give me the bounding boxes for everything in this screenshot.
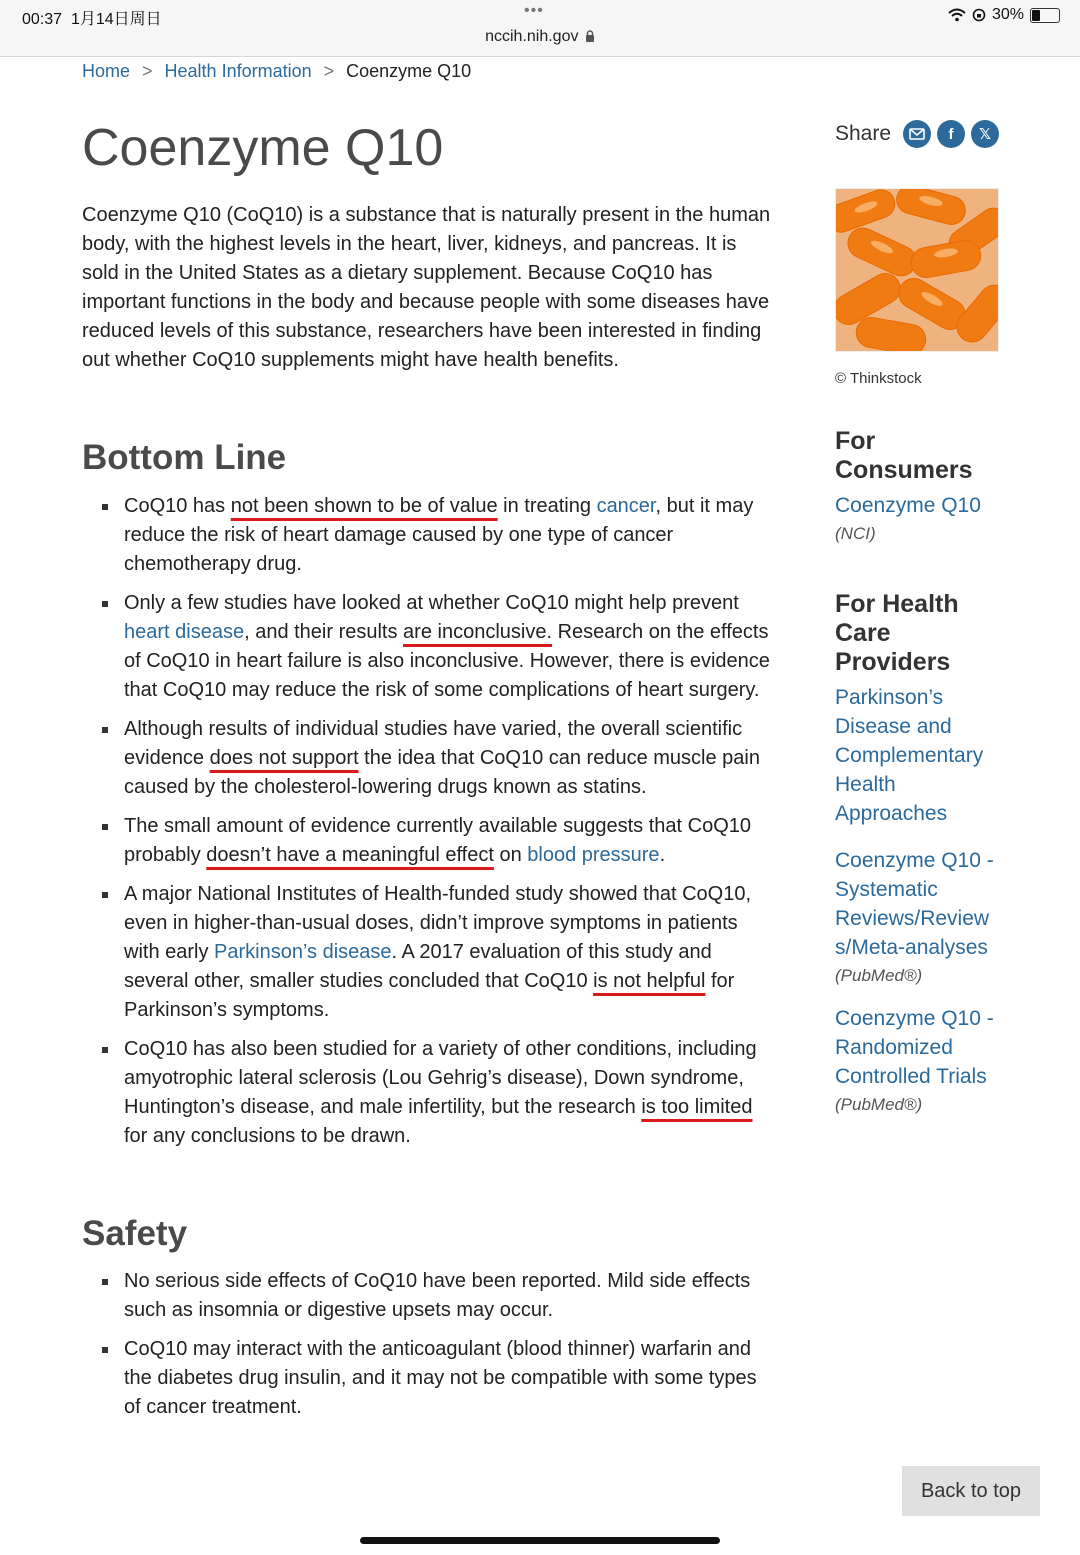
x-icon[interactable]: 𝕏 xyxy=(971,120,999,148)
list-item: CoQ10 may interact with the anticoagulant (blood thinner) warfarin and the diabetes drug insulin, and it may not be compatible with some types of cancer treatment. xyxy=(82,1335,772,1422)
systematic-reviews-link[interactable]: Coenzyme Q10 - Systematic Reviews/Review s/Meta-analyses xyxy=(835,849,994,959)
heart-disease-link[interactable]: heart disease xyxy=(124,620,245,643)
list-item: No serious side effects of CoQ10 have been reported. Mild side effects such as insomnia or digestive upsets may occur. xyxy=(82,1267,772,1325)
annotation-underline: doesn’t have a meaningful effect xyxy=(206,843,494,866)
breadcrumb-current: Coenzyme Q10 xyxy=(346,61,472,81)
address-bar[interactable]: nccih.nih.gov xyxy=(0,28,1080,46)
safety-list xyxy=(82,1267,772,1422)
annotation-underline: is not helpful xyxy=(593,969,706,992)
intro-paragraph: Coenzyme Q10 (CoQ10) is a substance that is naturally present in the human body, with the highest levels in the heart, liver, kidneys, and pancreas. It is sold in the United States as a dietary supplement. Because CoQ10 has important functions in the body and because people with some diseases have reduced levels of this substance, researchers have been interested in finding out whether CoQ10 supplements might have health benefits. xyxy=(82,204,771,372)
safety-heading: Safety xyxy=(82,1213,188,1253)
list-item: A major National Institutes of Health-funded study showed that CoQ10, even in higher-than-usual doses, didn’t improve symptoms in patients with early Parkinson’s disease. A 2017 evaluation of this study and several other, smaller studies concluded that CoQ10 is not helpful for Parkinson’s symptoms. xyxy=(82,880,772,1025)
sidebar xyxy=(835,120,1005,1115)
wifi-icon xyxy=(948,8,966,22)
for-consumers-heading: For Consumers xyxy=(835,427,973,484)
home-indicator[interactable] xyxy=(360,1537,720,1544)
annotation-underline: not been shown to be of value xyxy=(230,494,498,517)
breadcrumb-separator: > xyxy=(323,61,335,81)
annotation-underline: does not support xyxy=(209,746,359,769)
email-icon[interactable] xyxy=(903,120,931,148)
bottom-line-list xyxy=(82,492,772,1151)
list-item: Only a few studies have looked at whether CoQ10 might help prevent heart disease, and their results are inconclusive. Research on the effects of CoQ10 in heart failure is also inconclusive. However, there is evidence that CoQ10 may reduce the risk of some complications of heart surgery. xyxy=(82,589,772,705)
status-bar xyxy=(0,0,1080,57)
consumers-coenzyme-link[interactable]: Coenzyme Q10 xyxy=(835,494,981,517)
page-title: Coenzyme Q10 xyxy=(82,119,444,177)
lock-icon xyxy=(585,30,595,42)
randomized-trials-link[interactable]: Coenzyme Q10 - Randomized Controlled Trials xyxy=(835,1007,994,1088)
status-date: 1月14日周日 xyxy=(70,11,162,28)
supplement-capsules-image xyxy=(835,188,999,352)
main-content xyxy=(82,120,772,1432)
breadcrumb xyxy=(82,61,471,82)
list-item: The small amount of evidence currently available suggests that CoQ10 probably doesn’t have a meaningful effect on blood pressure. xyxy=(82,812,772,870)
battery-icon xyxy=(1030,8,1060,23)
status-indicators xyxy=(948,6,1060,24)
blood-pressure-link[interactable]: blood pressure xyxy=(527,843,660,866)
list-item: Although results of individual studies have varied, the overall scientific evidence does not support the idea that CoQ10 can reduce muscle pain caused by the cholesterol-lowering drugs known as statins. xyxy=(82,715,772,802)
orientation-lock-icon xyxy=(972,8,986,22)
consumers-source-note: (NCI) xyxy=(835,524,876,543)
breadcrumb-separator: > xyxy=(142,61,153,81)
annotation-underline: are inconclusive. xyxy=(403,620,553,643)
parkinsons-approaches-link[interactable]: Parkinson’s Disease and Complementary Health Approaches xyxy=(835,686,984,825)
battery-percent: 30% xyxy=(991,6,1024,23)
cancer-link[interactable]: cancer xyxy=(596,494,656,517)
list-item: CoQ10 has also been studied for a variety of other conditions, including amyotrophic lateral sclerosis (Lou Gehrig’s disease), Down syndrome, Huntington’s disease, and male infertility, but the research is too limited for any conclusions to be drawn. xyxy=(82,1035,772,1151)
list-item: CoQ10 has not been shown to be of value in treating cancer, but it may reduce the risk of heart damage caused by one type of cancer chemotherapy drug. xyxy=(82,492,772,579)
breadcrumb-home[interactable]: Home xyxy=(82,61,131,81)
parkinsons-disease-link[interactable]: Parkinson’s disease xyxy=(214,940,392,963)
facebook-icon[interactable]: f xyxy=(937,120,965,148)
more-dots-icon[interactable]: ••• xyxy=(524,2,544,19)
status-time: 00:37 1月14日周日 xyxy=(22,11,162,28)
share-label: Share xyxy=(835,122,892,145)
for-hcp-heading: For Health Care Providers xyxy=(835,590,959,676)
pubmed-note: (PubMed®) xyxy=(835,1095,923,1114)
breadcrumb-health-information[interactable]: Health Information xyxy=(164,61,312,81)
share-bar xyxy=(835,120,1005,148)
pubmed-note: (PubMed®) xyxy=(835,966,923,985)
back-to-top-button[interactable]: Back to top xyxy=(902,1466,1040,1516)
bottom-line-heading: Bottom Line xyxy=(82,438,287,478)
annotation-underline: is too limited xyxy=(641,1095,753,1118)
photo-credit: © Thinkstock xyxy=(835,370,922,387)
